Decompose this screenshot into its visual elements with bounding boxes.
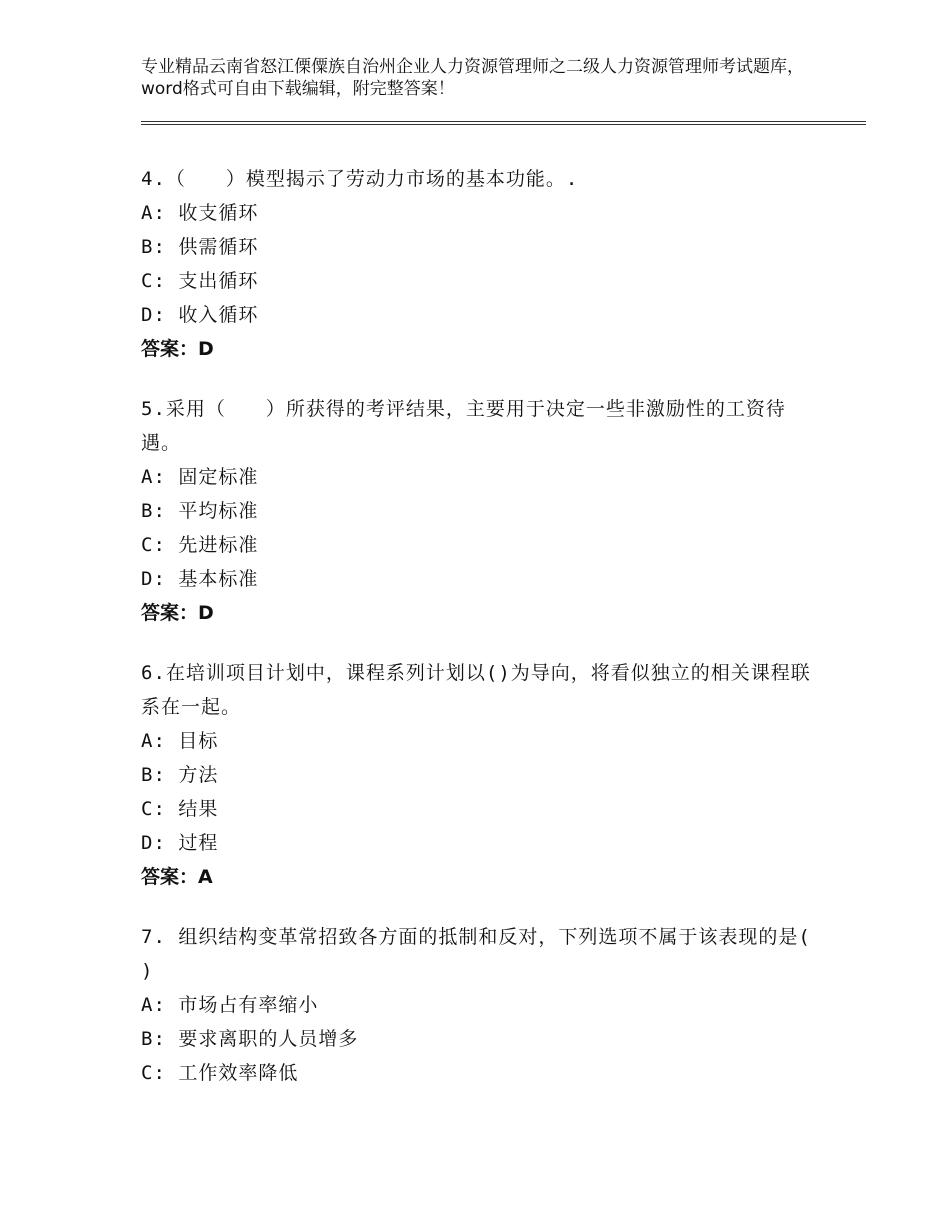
question-7 [141, 920, 821, 1090]
option-a: A: 收支循环 [141, 202, 259, 224]
answer: 答案：D [141, 602, 214, 624]
option-a: A: 目标 [141, 730, 219, 752]
answer: 答案：A [141, 866, 213, 888]
option-c: C: 工作效率降低 [141, 1062, 299, 1084]
option-b: B: 要求离职的人员增多 [141, 1028, 359, 1050]
question-text: 6.在培训项目计划中，课程系列计划以()为导向，将看似独立的相关课程联系在一起。 [141, 662, 811, 718]
option-b: B: 方法 [141, 764, 219, 786]
question-text: 5.采用（ ）所获得的考评结果，主要用于决定一些非激励性的工资待遇。 [141, 398, 786, 454]
option-d: D: 基本标准 [141, 568, 259, 590]
option-d: D: 收入循环 [141, 304, 259, 326]
question-text: 7. 组织结构变革常招致各方面的抵制和反对，下列选项不属于该表现的是( ) [141, 926, 811, 982]
option-a: A: 固定标准 [141, 466, 259, 488]
option-a: A: 市场占有率缩小 [141, 994, 319, 1016]
answer: 答案：D [141, 338, 214, 360]
header-divider-secondary [141, 124, 866, 125]
document-header: 专业精品云南省怒江傈僳族自治州企业人力资源管理师之二级人力资源管理师考试题库，word格式可自由下载编辑，附完整答案！ [141, 57, 804, 99]
question-list [141, 162, 821, 1116]
question-5 [141, 392, 821, 630]
question-4 [141, 162, 821, 366]
question-6 [141, 656, 821, 894]
option-d: D: 过程 [141, 832, 219, 854]
header-divider [141, 121, 866, 122]
option-c: C: 先进标准 [141, 534, 259, 556]
option-b: B: 供需循环 [141, 236, 259, 258]
question-text: 4.（ ）模型揭示了劳动力市场的基本功能。. [141, 168, 579, 190]
option-b: B: 平均标准 [141, 500, 259, 522]
option-c: C: 结果 [141, 798, 219, 820]
option-c: C: 支出循环 [141, 270, 259, 292]
